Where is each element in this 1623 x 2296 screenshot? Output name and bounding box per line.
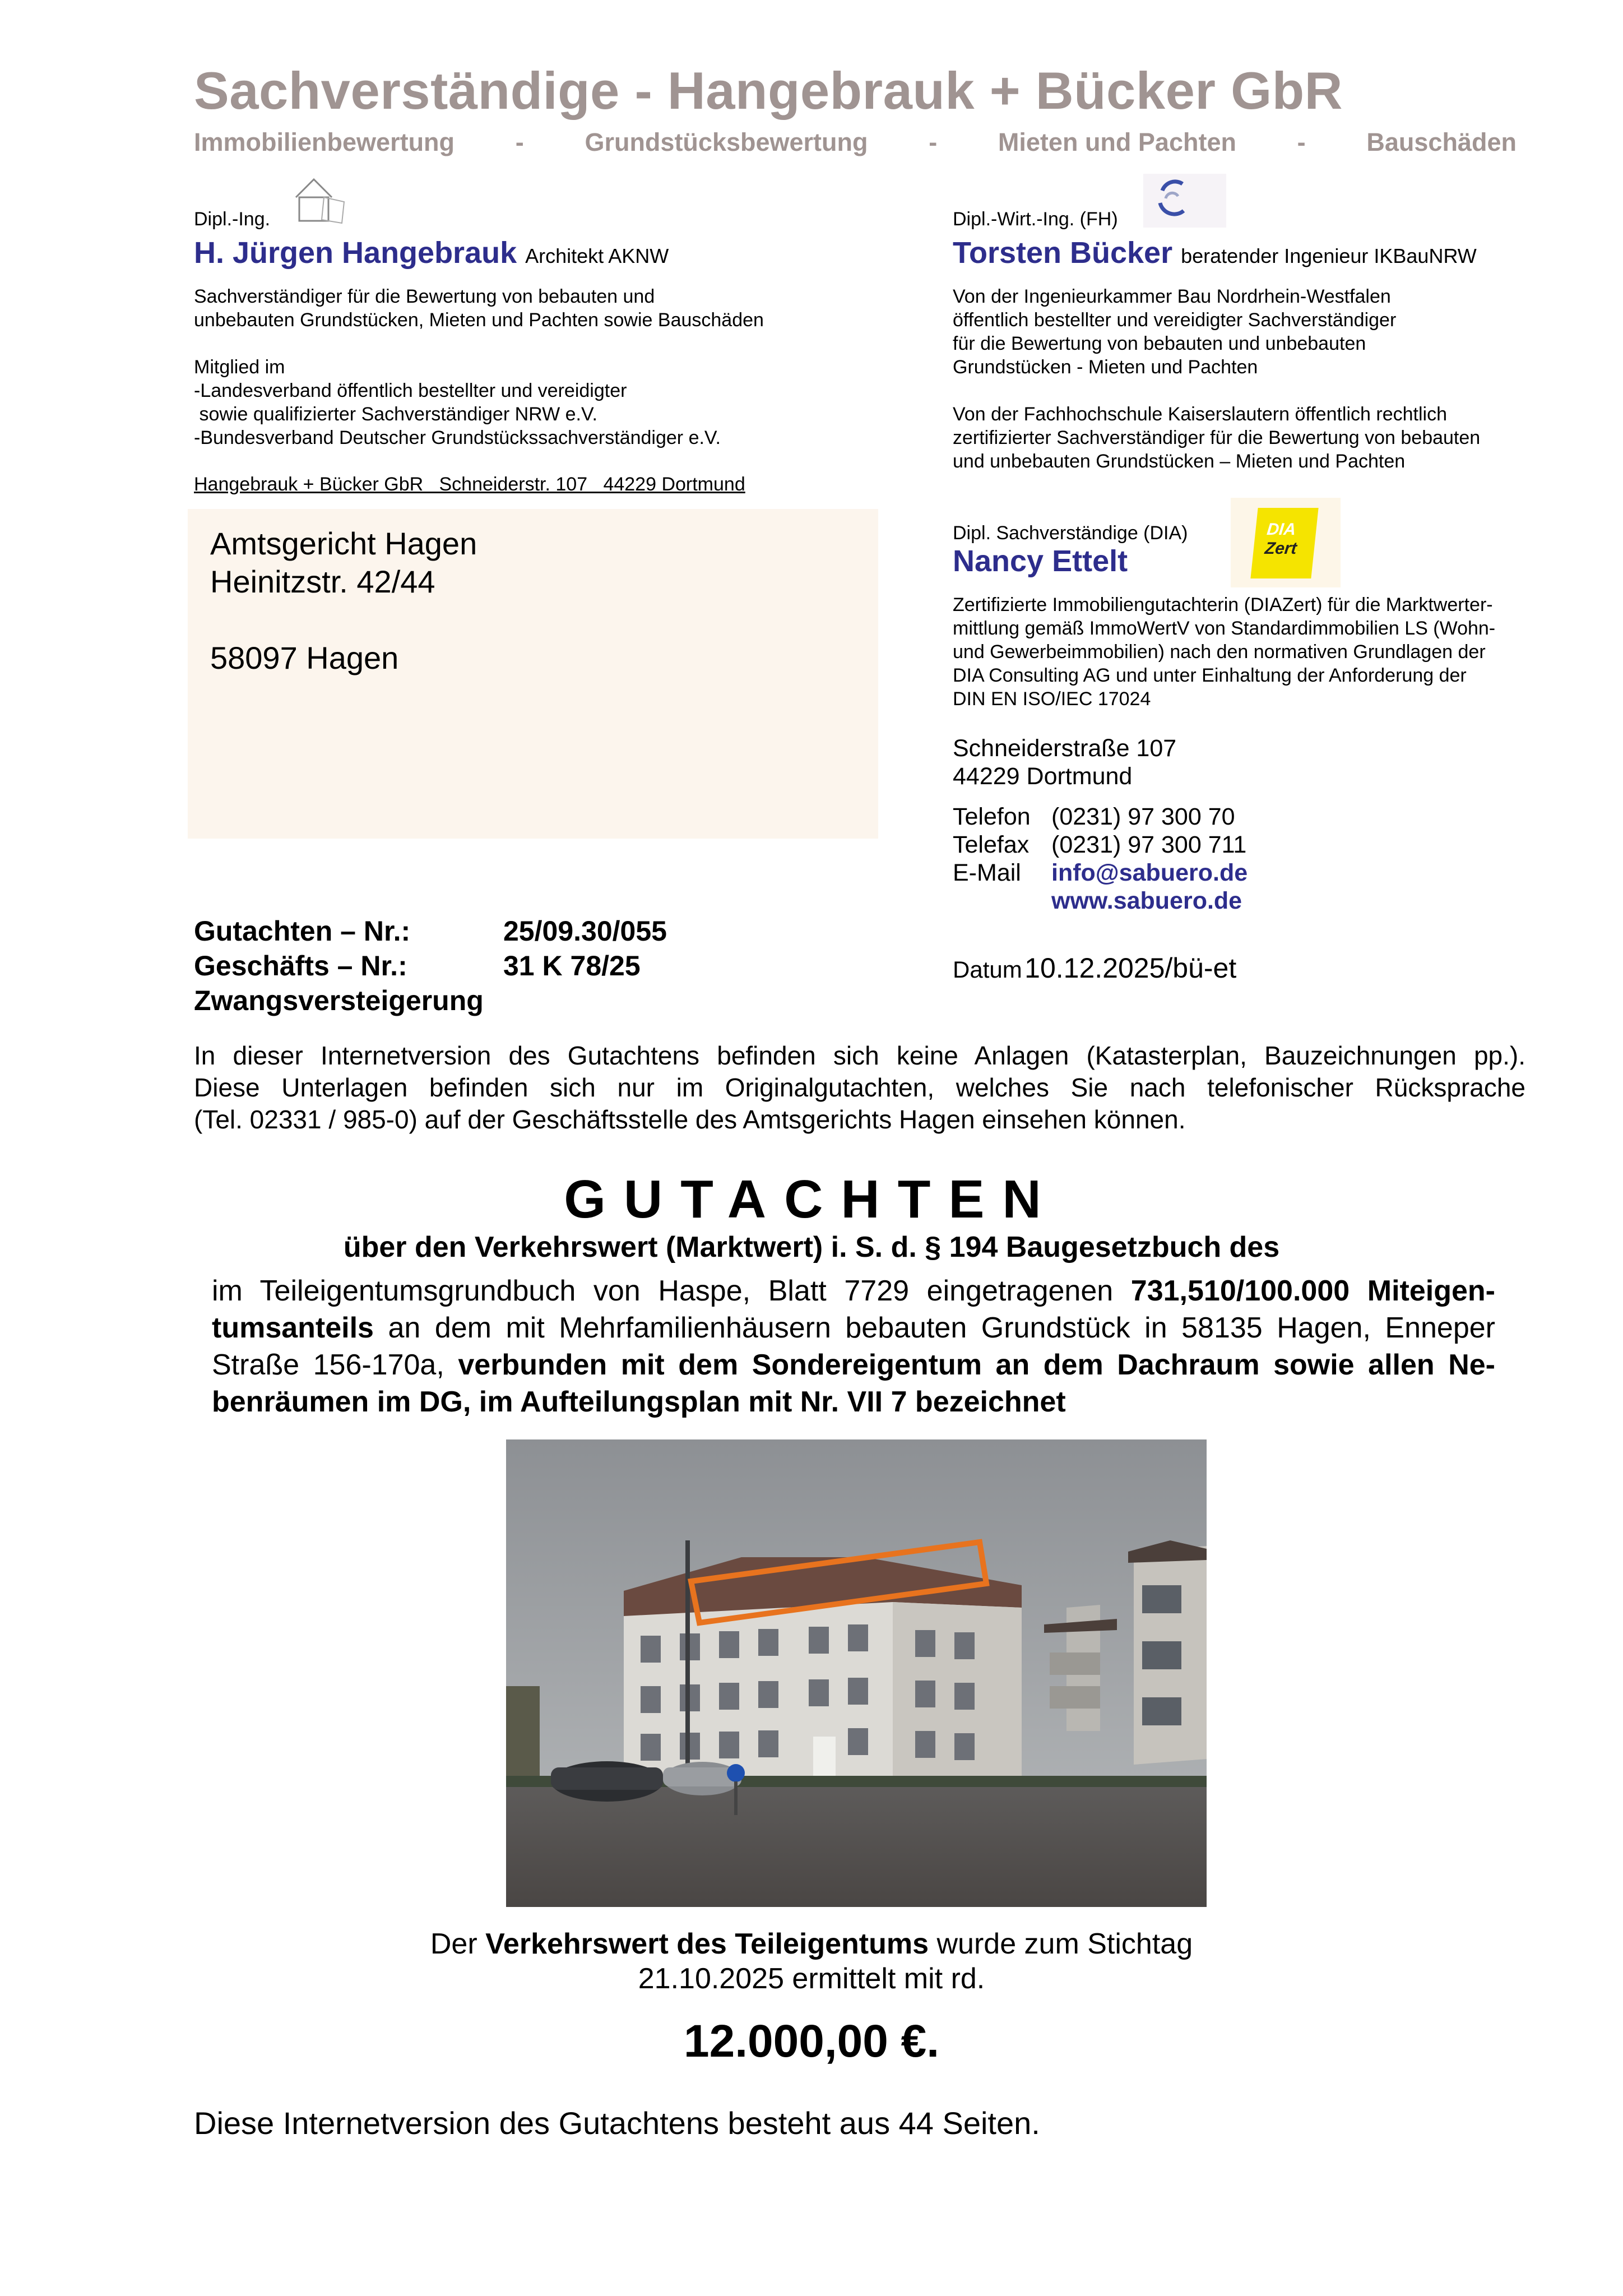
separator: - xyxy=(1297,128,1306,156)
expert2-logo xyxy=(1143,174,1226,228)
text-line: Grundstücken - Mieten und Pachten xyxy=(953,357,1258,378)
text-line: Zertifizierte Immobiliengutachterin (DIAZert) für die Marktwerter- xyxy=(953,594,1493,615)
expert1-title: Dipl.-Ing. xyxy=(194,209,271,230)
web-row xyxy=(953,887,1248,915)
reference-block xyxy=(194,914,667,1018)
separator: - xyxy=(515,128,524,156)
note-line: (Tel. 02331 / 985-0) auf der Geschäftsstelle des Amtsgerichts Hagen einsehen können. xyxy=(194,1105,1186,1134)
membership-item: -Bundesverband Deutscher Grundstückssachverständiger e.V. xyxy=(194,427,721,448)
description-line xyxy=(212,1309,1495,1346)
text-run: wurde zum Stichtag xyxy=(929,1928,1193,1960)
recipient-line: 58097 Hagen xyxy=(210,640,399,675)
email-label: E-Mail xyxy=(953,859,1021,886)
text-line: Von der Ingenieurkammer Bau Nordrhein-Westfalen xyxy=(953,286,1391,307)
property-description xyxy=(212,1272,1495,1420)
fax-number: (0231) 97 300 711 xyxy=(1051,831,1247,858)
page-count-note: Diese Internetversion des Gutachtens besteht aus 44 Seiten. xyxy=(194,2105,1040,2141)
sender-line: Hangebrauk + Bücker GbR Schneiderstr. 107 44229 Dortmund xyxy=(194,474,745,495)
report-subheading: über den Verkehrswert (Marktwert) i. S. d. § 194 Baugesetzbuch des xyxy=(343,1231,1280,1263)
expert1-suffix: Architekt AKNW xyxy=(525,244,669,267)
phone-row xyxy=(953,803,1248,831)
note-line: Diese Unterlagen befinden sich nur im Originalgutachten, welches Sie nach telefonischer Rücksprache xyxy=(194,1073,1525,1102)
contact-city: 44229 Dortmund xyxy=(953,763,1133,790)
membership-intro: Mitglied im xyxy=(194,357,285,378)
membership-item: sowie qualifizierter Sachverständiger NRW e.V. xyxy=(194,404,597,425)
market-value: 12.000,00 €. xyxy=(684,2016,939,2067)
case-number-row xyxy=(194,948,667,983)
logo-text: DIA xyxy=(1265,520,1297,539)
contact-block xyxy=(953,734,1248,915)
services-line xyxy=(194,128,1517,157)
text-run: an dem mit Mehrfamilienhäusern bebauten Grundstück in 58135 Hagen, Enneper xyxy=(373,1312,1495,1344)
separator: - xyxy=(929,128,938,156)
recipient-address-box xyxy=(188,509,878,839)
text-line: öffentlich bestellter und vereidigter Sachverständiger xyxy=(953,309,1397,331)
expert2-name-text: Torsten Bücker xyxy=(953,236,1173,270)
report-heading: GUTACHTEN xyxy=(564,1169,1059,1229)
text-line: und unbebauten Grundstücken – Mieten und Pachten xyxy=(953,451,1406,472)
text-line: Von der Fachhochschule Kaiserslautern öffentlich rechtlich xyxy=(953,404,1447,425)
note-line: In dieser Internetversion des Gutachtens befinden sich keine Anlagen (Katasterplan, Bauzeichnungen pp.). xyxy=(194,1041,1525,1070)
contact-street: Schneiderstraße 107 xyxy=(953,735,1177,762)
expert1-description xyxy=(194,285,764,450)
text-line: unbebauten Grundstücken, Mieten und Pachten sowie Bauschäden xyxy=(194,309,764,331)
valuation-line2: 21.10.2025 ermittelt mit rd. xyxy=(638,1962,985,1995)
text-line: mittlung gemäß ImmoWertV von Standardimmobilien LS (Wohn- xyxy=(953,618,1496,639)
text-run-bold: benräumen im DG, im Aufteilungsplan mit Nr. VII 7 bezeichnet xyxy=(212,1386,1066,1418)
text-line: DIA Consulting AG und unter Einhaltung der Anforderung der xyxy=(953,665,1467,686)
expert3-name: Nancy Ettelt xyxy=(953,544,1128,578)
swirl-logo-icon xyxy=(1143,174,1226,228)
text-run-bold: 731,510/100.000 Miteigen- xyxy=(1130,1275,1495,1307)
phone-number: (0231) 97 300 70 xyxy=(1051,803,1235,830)
case-number: 31 K 78/25 xyxy=(503,950,641,982)
report-number: 25/09.30/055 xyxy=(503,915,667,947)
text-run: Der xyxy=(430,1928,486,1960)
fax-row xyxy=(953,831,1248,859)
fax-label: Telefax xyxy=(953,831,1030,858)
house-logo-icon xyxy=(290,175,346,231)
text-line: zertifizierter Sachverständiger für die Bewertung von bebauten xyxy=(953,427,1481,448)
recipient-line: Amtsgericht Hagen xyxy=(210,526,477,561)
procedure-type: Zwangsversteigerung xyxy=(194,985,484,1016)
email-link[interactable]: info@sabuero.de xyxy=(1051,859,1248,886)
description-line xyxy=(212,1383,1495,1420)
text-line: und Gewerbeimmobilien) nach den normativen Grundlagen der xyxy=(953,641,1486,663)
text-run-bold: Verkehrswert des Teileigentums xyxy=(485,1928,929,1960)
property-photo xyxy=(506,1439,1207,1907)
valuation-line1 xyxy=(0,1927,1623,1961)
case-number-label: Geschäfts – Nr.: xyxy=(194,950,407,982)
expert3-description xyxy=(953,593,1495,711)
text-run-bold: verbunden mit dem Sondereigentum an dem Dachraum sowie allen Ne- xyxy=(458,1349,1495,1381)
expert2-suffix: beratender Ingenieur IKBauNRW xyxy=(1181,244,1477,267)
email-row xyxy=(953,859,1248,887)
expert1-name-text: H. Jürgen Hangebrauk xyxy=(194,236,517,270)
expert3-title: Dipl. Sachverständige (DIA) xyxy=(953,522,1188,544)
internet-version-note xyxy=(194,1040,1525,1136)
service-item: Bauschäden xyxy=(1366,128,1517,156)
date-label: Datum xyxy=(953,956,1022,983)
phone-label: Telefon xyxy=(953,803,1031,830)
expert1-name xyxy=(194,235,669,270)
date-line xyxy=(953,952,1236,984)
website-link[interactable]: www.sabuero.de xyxy=(1051,887,1242,914)
text-line: für die Bewertung von bebauten und unbebauten xyxy=(953,333,1366,354)
recipient-line: Heinitzstr. 42/44 xyxy=(210,564,435,599)
membership-item: -Landesverband öffentlich bestellter und vereidigter xyxy=(194,380,627,401)
text-run: Straße 156-170a, xyxy=(212,1349,458,1381)
dia-zert-logo xyxy=(1231,498,1341,587)
description-line xyxy=(212,1346,1495,1383)
expert2-description xyxy=(953,285,1480,473)
description-line xyxy=(212,1272,1495,1309)
logo-text: Zert xyxy=(1264,539,1298,558)
text-run-bold: tumsanteils xyxy=(212,1312,374,1344)
expert2-name xyxy=(953,235,1477,270)
service-item: Grundstücksbewertung xyxy=(585,128,868,156)
report-number-label: Gutachten – Nr.: xyxy=(194,915,411,947)
firm-title: Sachverständige - Hangebrauk + Bücker GbR xyxy=(194,61,1343,120)
report-number-row xyxy=(194,914,667,948)
dia-zert-badge xyxy=(1250,508,1318,578)
text-run: im Teileigentumsgrundbuch von Haspe, Blatt 7729 eingetragenen xyxy=(212,1275,1131,1307)
building-photo-illustration xyxy=(506,1439,1207,1907)
expert2-title: Dipl.-Wirt.-Ing. (FH) xyxy=(953,209,1118,230)
date-value: 10.12.2025/bü-et xyxy=(1024,952,1237,984)
text-line: DIN EN ISO/IEC 17024 xyxy=(953,688,1151,710)
service-item: Mieten und Pachten xyxy=(998,128,1236,156)
service-item: Immobilienbewertung xyxy=(194,128,455,156)
text-line: Sachverständiger für die Bewertung von bebauten und xyxy=(194,286,655,307)
